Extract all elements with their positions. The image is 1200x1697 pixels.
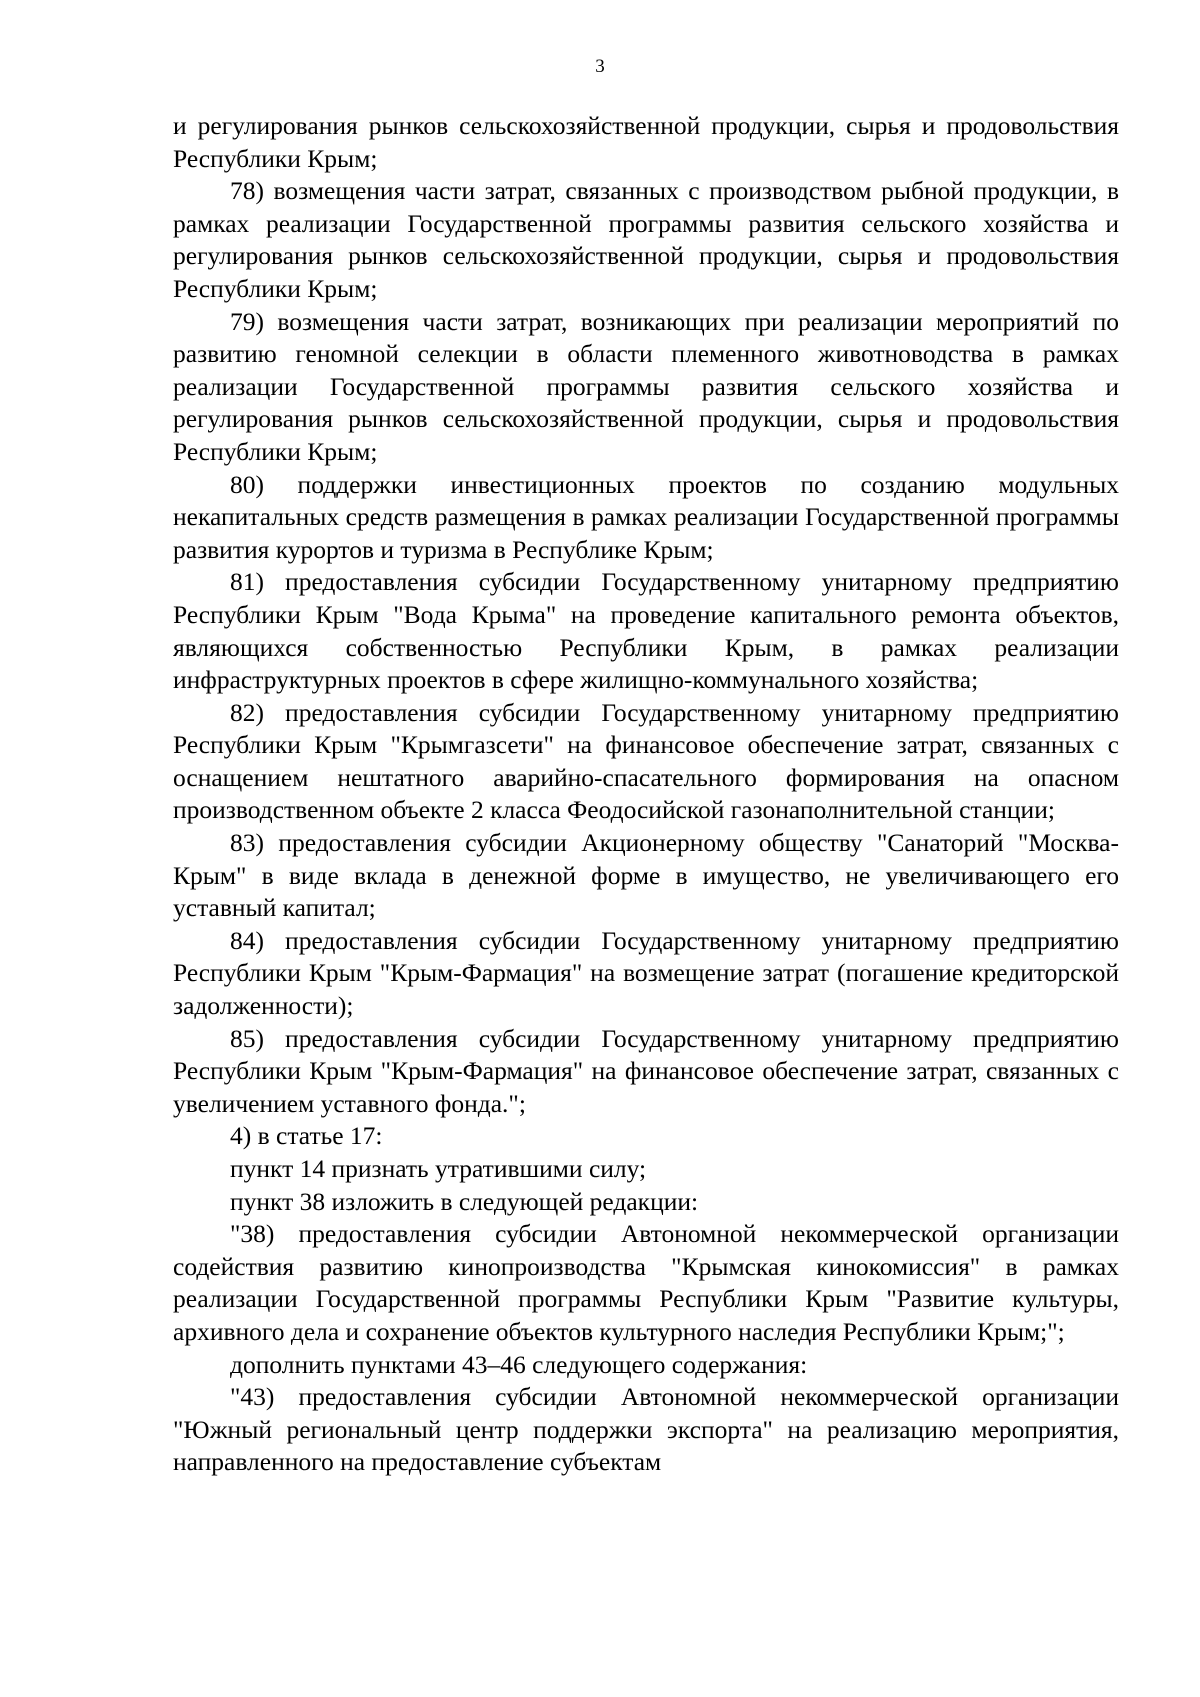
paragraph-point-38-intro: пункт 38 изложить в следующей редакции: bbox=[230, 1186, 699, 1216]
paragraph-item-79: 79) возмещения части затрат, возникающих при реализации мероприятий по развитию геномной селекции в области племенного животноводства в рамках реализации Государственной программы развития сельского хозяйства и регулирования рынков сельскохозяйственной продукции, сырья и продовольствия Республики Крым; bbox=[173, 306, 1119, 466]
paragraph-item-83: 83) предоставления субсидии Акционерному обществу "Санаторий "Москва-Крым" в виде вклада в денежной форме в имущество, не увеличивающего его уставный капитал; bbox=[173, 828, 1119, 923]
paragraph-item-85: 85) предоставления субсидии Государственному унитарному предприятию Республики Крым "Крым-Фармация" на финансовое обеспечение затрат, связанных с увеличением уставного фонда."; bbox=[173, 1023, 1119, 1118]
paragraph-item-38: "38) предоставления субсидии Автономной некоммерческой организации содействия развитию кинопроизводства "Крымская кинокомиссия" в рамках реализации Государственной программы Республики Крым "Развитие культуры, архивного дела и сохранение объектов культурного наследия Республики Крым;"; bbox=[173, 1219, 1119, 1346]
paragraph-item-82: 82) предоставления субсидии Государственному унитарному предприятию Республики Крым "Крымгазсети" на финансовое обеспечение затрат, связанных с оснащением нештатного аварийно-спасательного формирования на опасном производственном объекте 2 класса Феодосийской газонаполнительной станции; bbox=[173, 697, 1119, 825]
paragraph-point-14: пункт 14 признать утратившими силу; bbox=[230, 1154, 647, 1183]
paragraph-continuation: и регулирования рынков сельскохозяйственной продукции, сырья и продовольствия Республики Крым; bbox=[173, 111, 1119, 173]
paragraph-article-17: 4) в статье 17: bbox=[230, 1121, 383, 1151]
paragraph-item-80: 80) поддержки инвестиционных проектов по созданию модульных некапитальных средств размещения в рамках реализации Государственной программы развития курортов и туризма в Республике Крым; bbox=[173, 469, 1119, 564]
paragraph-item-81: 81) предоставления субсидии Государственному унитарному предприятию Республики Крым "Вода Крыма" на проведение капитального ремонта объектов, являющихся собственностью Республики Крым, в рамках реализации инфраструктурных проектов в сфере жилищно-коммунального хозяйства; bbox=[173, 567, 1119, 695]
page-number: 3 bbox=[595, 56, 605, 77]
paragraph-item-78: 78) возмещения части затрат, связанных с производством рыбной продукции, в рамках реализации Государственной программы развития сельского хозяйства и регулирования рынков сельскохозяйственной продукции, сырья и продовольствия Республики Крым; bbox=[173, 176, 1119, 303]
paragraph-points-43-46-intro: дополнить пунктами 43–46 следующего содержания: bbox=[230, 1349, 808, 1379]
paragraph-item-84: 84) предоставления субсидии Государственному унитарному предприятию Республики Крым "Крым-Фармация" на возмещение затрат (погашение кредиторской задолженности); bbox=[173, 925, 1119, 1021]
paragraph-item-43: "43) предоставления субсидии Автономной некоммерческой организации "Южный региональный центр поддержки экспорта" на реализацию мероприятия, направленного на предоставление субъектам bbox=[173, 1382, 1119, 1477]
document-body bbox=[173, 110, 1119, 1479]
